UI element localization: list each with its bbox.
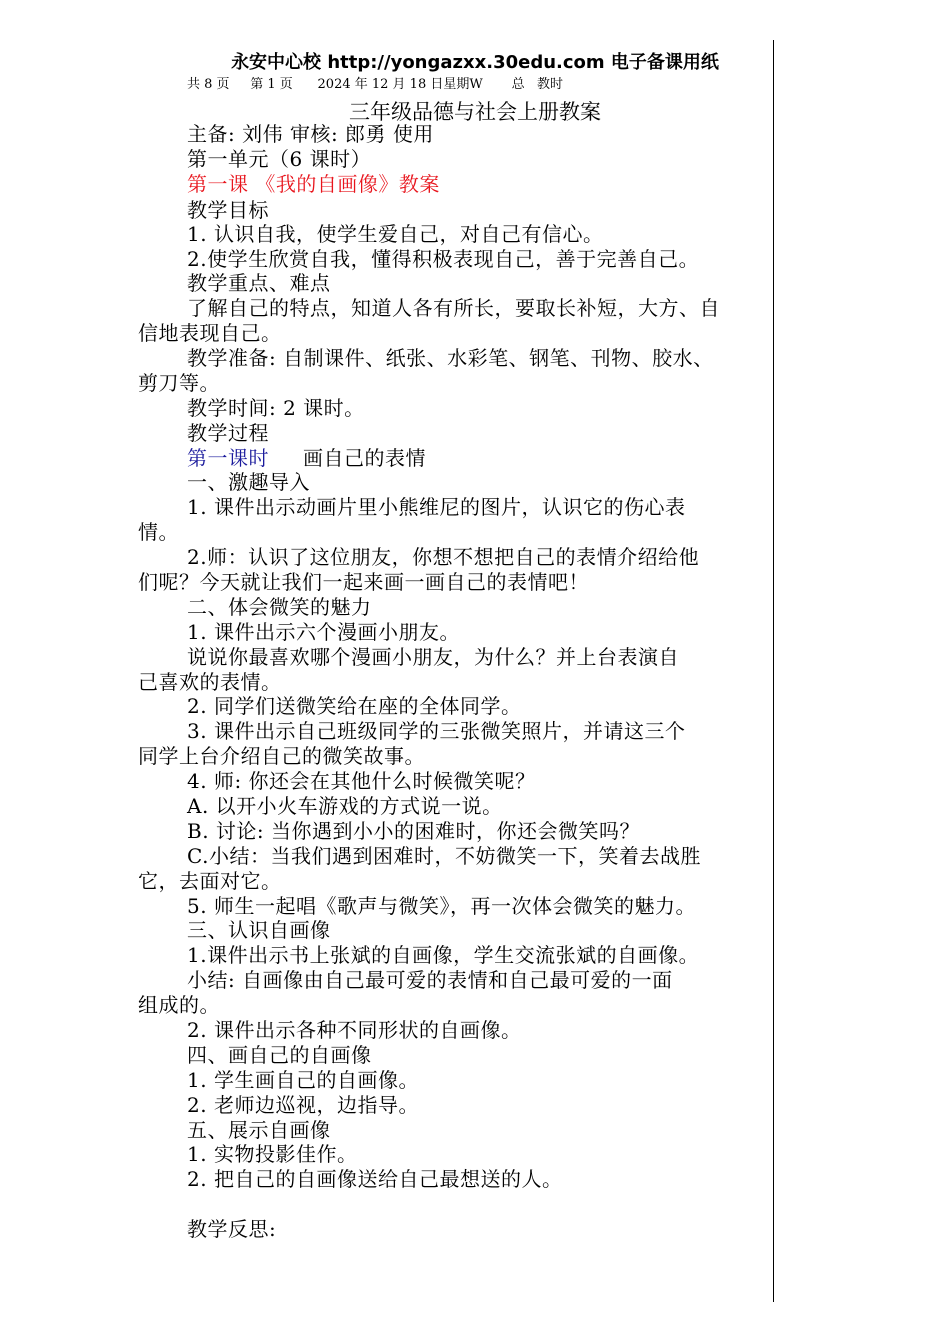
paragraph-line: 教学准备: 自制课件、纸张、水彩笔、钢笔、刊物、胶水、 <box>187 346 714 370</box>
section-heading: 一、激趣导入 <box>187 470 310 494</box>
unit-heading: 第一单元（6 课时） <box>187 147 372 171</box>
paragraph-line: 己喜欢的表情。 <box>138 670 282 694</box>
paragraph-line: 2.使学生欣赏自我，懂得积极表现自己，善于完善自己。 <box>187 247 700 271</box>
paragraph-line: 教学时间: 2 课时。 <box>187 396 365 420</box>
margin-rule <box>773 40 774 1302</box>
paragraph-line: 剪刀等。 <box>138 371 220 395</box>
section-heading: 三、认识自画像 <box>187 918 331 942</box>
paragraph-line: 们呢？今天就让我们一起来画一画自己的表情吧！ <box>138 570 589 594</box>
paragraph-line: 它，去面对它。 <box>138 869 282 893</box>
paragraph-line: C.小结：当我们遇到困难时，不妨微笑一下，笑着去战胜 <box>187 844 701 868</box>
header-meta: 共 8 页 第 1 页 2024 年 12 月 18 日星期W 总 教时 <box>187 77 564 92</box>
section-heading: 教学目标 <box>187 198 269 222</box>
paragraph-line: 2. 老师边巡视，边指导。 <box>187 1093 419 1117</box>
paragraph-line: 小结: 自画像由自己最可爱的表情和自己最可爱的一面 <box>187 968 673 992</box>
paragraph-line: A. 以开小火车游戏的方式说一说。 <box>187 794 503 818</box>
paragraph-line: 3. 课件出示自己班级同学的三张微笑照片，并请这三个 <box>187 719 686 743</box>
period-title: 画自己的表情 <box>303 446 426 470</box>
paragraph-line: 了解自己的特点，知道人各有所长，要取长补短，大方、自 <box>187 296 720 320</box>
section-heading: 二、体会微笑的魅力 <box>187 595 372 619</box>
paragraph-line: 1. 课件出示六个漫画小朋友。 <box>187 620 460 644</box>
period-heading: 第一课时 <box>187 446 269 470</box>
section-heading: 五、展示自画像 <box>187 1118 331 1142</box>
paragraph-line: 1. 课件出示动画片里小熊维尼的图片，认识它的伤心表 <box>187 495 686 519</box>
paragraph-line: 1. 学生画自己的自画像。 <box>187 1068 419 1092</box>
paragraph-line: 5. 师生一起唱《歌声与微笑》，再一次体会微笑的魅力。 <box>187 894 696 918</box>
reflection-heading: 教学反思: <box>187 1217 277 1241</box>
paragraph-line: 情。 <box>138 520 179 544</box>
paragraph-line: 1.课件出示书上张斌的自画像，学生交流张斌的自画像。 <box>187 943 700 967</box>
document-title: 三年级品德与社会上册教案 <box>349 100 601 124</box>
paragraph-line: 1. 认识自我，使学生爱自己，对自己有信心。 <box>187 222 604 246</box>
lesson-heading: 第一课 《我的自画像》教案 <box>187 172 440 196</box>
paragraph-line: 2. 课件出示各种不同形状的自画像。 <box>187 1018 522 1042</box>
paragraph-line: 说说你最喜欢哪个漫画小朋友，为什么？并上台表演自 <box>187 645 679 669</box>
section-heading: 教学重点、难点 <box>187 271 331 295</box>
paragraph-line: B. 讨论: 当你遇到小小的困难时，你还会微笑吗？ <box>187 819 641 843</box>
paragraph-line: 2. 把自己的自画像送给自己最想送的人。 <box>187 1167 563 1191</box>
paragraph-line: 2. 同学们送微笑给在座的全体同学。 <box>187 694 522 718</box>
paragraph-line: 2.师：认识了这位朋友，你想不想把自己的表情介绍给他 <box>187 545 700 569</box>
section-heading: 教学过程 <box>187 421 269 445</box>
paragraph-line: 1. 实物投影佳作。 <box>187 1142 358 1166</box>
paragraph-line: 同学上台介绍自己的微笑故事。 <box>138 744 425 768</box>
paragraph-line: 4. 师: 你还会在其他什么时候微笑呢？ <box>187 769 536 793</box>
section-heading: 四、画自己的自画像 <box>187 1043 372 1067</box>
author-line: 主备: 刘伟 审核: 郎勇 使用 <box>187 122 434 146</box>
header-title: 永安中心校 http://yongazxx.30edu.com 电子备课用纸 <box>231 52 719 73</box>
paragraph-line: 组成的。 <box>138 993 220 1017</box>
paragraph-line: 信地表现自己。 <box>138 321 282 345</box>
